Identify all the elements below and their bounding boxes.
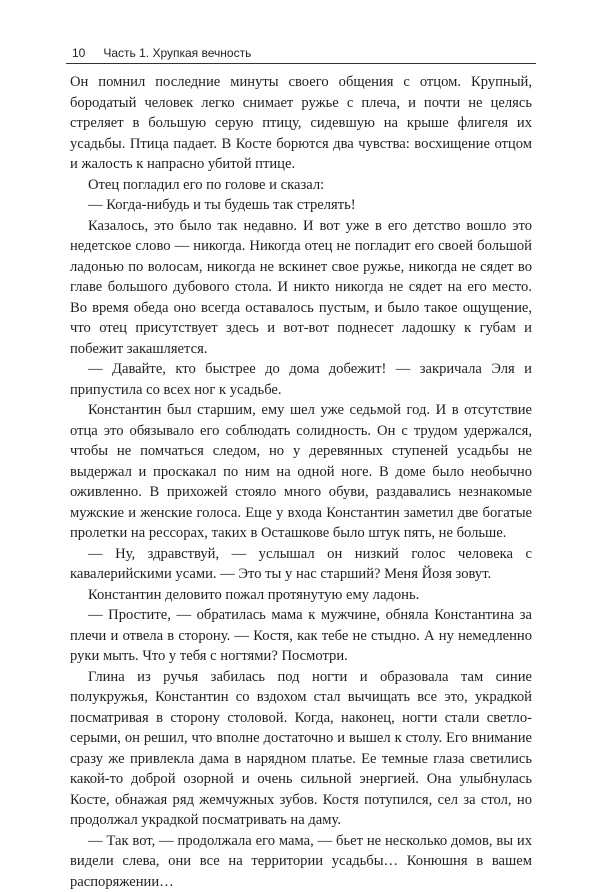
body-text (70, 72, 532, 892)
header-rule (66, 63, 536, 64)
paragraph: Он помнил последние минуты своего общения с отцом. Крупный, бородатый человек легко снимает ружье с плеча, и почти не целясь стреляет в большую серую птицу, сидевшую на крыше флигеля их усадьбы. Птица падает. В Косте борются два чувства: восхищение отцом и жалость к напрасно убитой птице. (70, 72, 532, 175)
paragraph: — Ну, здравствуй, — услышал он низкий голос человека с кавалерийскими усами. — Это ты у нас старший? Меня Йозя зовут. (70, 544, 532, 585)
paragraph: — Так вот, — продолжала его мама, — бьет не несколько домов, вы их видели слева, они все на территории усадьбы… Конюшня в вашем распоряжении… (70, 831, 532, 892)
page-number: 10 (72, 46, 85, 60)
paragraph: — Когда-нибудь и ты будешь так стрелять! (70, 195, 532, 216)
page-header (72, 46, 534, 60)
paragraph: Константин деловито пожал протянутую ему ладонь. (70, 585, 532, 606)
running-title: Часть 1. Хрупкая вечность (103, 46, 251, 60)
paragraph: — Давайте, кто быстрее до дома добежит! — закричала Эля и припустила со всех ног к усадьбе. (70, 359, 532, 400)
paragraph: Казалось, это было так недавно. И вот уже в его детство вошло это недетское слово — никогда. Никогда отец не погладит его своей большой ладонью по волосам, никогда не вскинет свое ружье, никогда не сядет во главе большого дубового стола. И никто никогда не сядет на его место. Во время обеда оно всегда оставалось пустым, и было такое ощущение, что отец присутствует здесь и вот-вот поднесет ладошку к губам и побежит закашляется. (70, 216, 532, 360)
paragraph: Глина из ручья забилась под ногти и образовала там синие полукружья, Константин со вздохом стал вычищать все это, украдкой посматривая в сторону столовой. Когда, наконец, ногти стали светло-серыми, он решил, что вполне достаточно и вышел к столу. Его внимание сразу же привлекла дама в нарядном платье. Ее темные глаза светились какой-то доброй озорной и очень сильной энергией. Она улыбнулась Косте, обнажая ряд жемчужных зубов. Костя потупился, сел за стол, но продолжал украдкой посматривать на даму. (70, 667, 532, 831)
paragraph: — Простите, — обратилась мама к мужчине, обняла Константина за плечи и отвела в сторону. — Костя, как тебе не стыдно. А ну немедленно руки мыть. Что у тебя с ногтями? Посмотри. (70, 605, 532, 667)
paragraph: Отец погладил его по голове и сказал: (70, 175, 532, 196)
paragraph: Константин был старшим, ему шел уже седьмой год. И в отсутствие отца это обязывало его соблюдать солидность. Он с трудом удержался, чтобы не помчаться следом, но у деревянных ступеней усадьбы не выдержал и проскакал по ним на одной ноге. В доме было необычно оживленно. В прихожей стояло много обуви, раздавались незнакомые мужские и женские голоса. Еще у входа Константин заметил две богатые пролетки на рессорах, таких в Осташкове было штук пять, не больше. (70, 400, 532, 544)
